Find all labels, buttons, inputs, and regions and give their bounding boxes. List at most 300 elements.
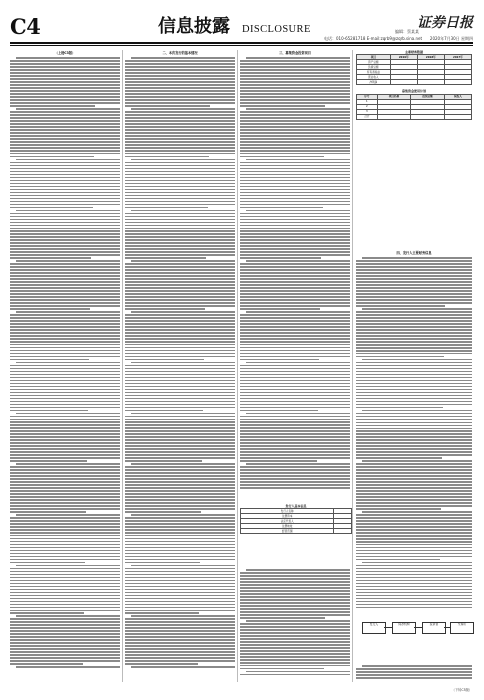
text-line — [10, 395, 120, 397]
table-cell: 经营范围 — [241, 529, 334, 534]
text-line — [240, 168, 350, 170]
text-line — [125, 511, 201, 513]
text-line — [240, 644, 350, 646]
text-line — [10, 233, 120, 235]
table-block-3 — [240, 504, 352, 564]
text-line — [10, 663, 83, 665]
text-line — [240, 186, 350, 188]
text-line — [356, 272, 472, 274]
text-line — [240, 605, 350, 607]
text-line — [240, 641, 350, 643]
text-line — [125, 120, 235, 122]
text-line — [10, 508, 120, 510]
text-line — [240, 383, 350, 385]
text-line — [10, 171, 120, 173]
text-line — [10, 398, 120, 400]
text-line — [10, 445, 120, 447]
text-line — [240, 659, 350, 661]
text-line — [10, 183, 120, 185]
table-header-cell: 拟投入 — [444, 94, 471, 99]
text-line — [240, 398, 350, 400]
text-line — [125, 266, 235, 268]
text-line — [125, 651, 235, 653]
table-cell — [444, 114, 471, 119]
text-line — [10, 320, 120, 322]
column-2-heading: 二、本次发行的基本情况 — [162, 51, 198, 55]
text-line — [10, 248, 120, 250]
text-line — [125, 436, 235, 438]
text-line — [356, 326, 472, 328]
text-line — [125, 225, 235, 227]
text-line — [125, 290, 235, 292]
text-line — [362, 257, 472, 259]
text-line — [125, 93, 235, 95]
text-line — [240, 380, 350, 382]
text-line — [16, 413, 120, 415]
text-line — [240, 424, 350, 426]
text-line — [131, 159, 235, 161]
text-line — [240, 454, 350, 456]
text-line — [10, 577, 120, 579]
text-line — [240, 222, 350, 224]
text-line — [356, 544, 472, 546]
text-line — [10, 141, 120, 143]
text-line — [240, 248, 350, 250]
text-line — [10, 216, 120, 218]
text-line — [125, 374, 235, 376]
text-line — [356, 607, 472, 609]
text-line — [125, 195, 235, 197]
text-line — [10, 102, 120, 104]
text-line — [125, 416, 235, 418]
text-line — [10, 201, 120, 203]
text-line — [356, 517, 472, 519]
text-line — [125, 583, 235, 585]
text-line — [10, 547, 120, 549]
text-line — [356, 380, 472, 382]
column-divider — [352, 50, 353, 682]
text-line — [10, 457, 120, 459]
text-line — [356, 263, 472, 265]
text-line — [240, 105, 325, 107]
text-line — [10, 618, 120, 620]
text-line — [125, 642, 235, 644]
text-line — [125, 192, 235, 194]
text-line — [240, 120, 350, 122]
text-line — [356, 350, 472, 352]
text-line — [10, 165, 120, 167]
text-line — [240, 407, 350, 409]
text-line — [10, 374, 120, 376]
text-line — [240, 266, 350, 268]
text-line — [240, 638, 350, 640]
text-line — [125, 78, 235, 80]
table-cell: 所有者权益 — [357, 70, 391, 75]
text-line — [125, 529, 235, 531]
text-line — [240, 236, 350, 238]
text-line — [125, 568, 235, 570]
text-line — [240, 296, 350, 298]
text-line — [16, 615, 120, 617]
text-line — [356, 559, 440, 561]
text-line — [125, 201, 235, 203]
text-line — [125, 430, 235, 432]
text-line — [125, 302, 235, 304]
text-line — [356, 398, 472, 400]
table-cell: 注册地址 — [241, 524, 334, 529]
text-line — [356, 299, 472, 301]
text-line — [240, 442, 350, 444]
text-line — [10, 257, 91, 259]
text-line — [125, 263, 235, 265]
text-line — [125, 216, 235, 218]
flow-arrow — [414, 627, 422, 628]
text-line — [356, 425, 472, 427]
text-line — [240, 317, 350, 319]
text-line — [10, 520, 120, 522]
text-line — [240, 114, 350, 116]
text-line — [125, 410, 203, 412]
text-line — [240, 326, 350, 328]
text-line — [125, 168, 235, 170]
text-line — [10, 347, 120, 349]
text-line — [240, 225, 350, 227]
text-line — [10, 263, 120, 265]
table-header-cell: 项目 — [357, 55, 391, 60]
table-row — [357, 114, 472, 119]
text-line — [10, 386, 120, 388]
text-line — [125, 63, 235, 65]
text-line — [10, 117, 120, 119]
text-line — [356, 668, 472, 670]
text-line — [125, 329, 235, 331]
text-line — [10, 535, 120, 537]
text-line — [240, 608, 350, 610]
text-line — [240, 192, 350, 194]
text-line — [125, 174, 235, 176]
text-line — [125, 627, 235, 629]
text-line — [125, 69, 235, 71]
text-line — [356, 677, 472, 679]
text-line — [10, 287, 120, 289]
text-column-3-lower — [240, 568, 350, 682]
text-line — [240, 329, 350, 331]
text-line — [240, 263, 350, 265]
text-line — [246, 362, 350, 364]
text-line — [246, 260, 350, 262]
text-line — [10, 314, 120, 316]
text-line — [240, 204, 350, 206]
text-line — [356, 383, 472, 385]
text-line — [10, 410, 88, 412]
column-4-heading: 四、发行人主要财务信息 — [396, 251, 432, 255]
text-line — [125, 610, 235, 612]
text-line — [240, 305, 350, 307]
text-line — [10, 642, 120, 644]
text-line — [131, 108, 235, 110]
text-line — [125, 636, 235, 638]
text-line — [240, 189, 350, 191]
text-line — [125, 454, 235, 456]
text-line — [240, 469, 350, 471]
text-line — [131, 260, 235, 262]
text-line — [240, 581, 350, 583]
text-line — [356, 538, 472, 540]
text-line — [10, 526, 120, 528]
table-header-cell: 2017年 — [444, 55, 471, 60]
text-line — [246, 311, 350, 313]
text-line — [125, 598, 235, 600]
text-line — [10, 293, 120, 295]
text-line — [10, 213, 120, 215]
header-rule-thick — [10, 42, 473, 44]
text-line — [356, 529, 472, 531]
text-line — [125, 401, 235, 403]
newspaper-masthead-logo: 证券日报 — [417, 15, 473, 31]
text-line — [240, 278, 350, 280]
text-line — [240, 475, 350, 477]
text-line — [356, 335, 472, 337]
text-line — [10, 589, 120, 591]
text-line — [240, 117, 350, 119]
text-line — [356, 260, 472, 262]
text-line — [240, 141, 350, 143]
text-line — [240, 245, 350, 247]
text-line — [10, 207, 93, 209]
text-line — [10, 529, 120, 531]
text-line — [10, 598, 120, 600]
text-line — [125, 645, 235, 647]
text-line — [240, 611, 350, 613]
text-line — [240, 75, 350, 77]
text-line — [356, 266, 472, 268]
text-line — [10, 451, 120, 453]
text-line — [125, 228, 235, 230]
table-cell — [334, 529, 352, 534]
text-line — [240, 126, 350, 128]
text-line — [240, 593, 350, 595]
text-line — [240, 81, 350, 83]
text-line — [125, 344, 235, 346]
text-line — [356, 314, 472, 316]
text-line — [10, 93, 120, 95]
text-line — [10, 496, 120, 498]
text-column-1 — [10, 50, 120, 682]
table-cell: 1 — [357, 99, 378, 104]
text-line — [10, 219, 120, 221]
text-line — [10, 595, 120, 597]
table-block-1 — [356, 50, 472, 240]
text-line — [125, 559, 235, 561]
text-line — [362, 562, 472, 564]
text-line — [125, 96, 235, 98]
text-line — [125, 389, 235, 391]
text-line — [240, 656, 350, 658]
text-line — [10, 78, 120, 80]
contact-info: 电话：010-65281718 E-mail:zqrb9@zqrb.sina.net — [324, 36, 423, 41]
text-line — [240, 368, 350, 370]
text-line — [10, 177, 120, 179]
text-line — [10, 424, 120, 426]
text-line — [356, 475, 472, 477]
text-line — [16, 666, 120, 668]
text-line — [240, 314, 350, 316]
text-line — [125, 541, 235, 543]
text-line — [10, 195, 120, 197]
text-line — [16, 210, 120, 212]
text-line — [10, 651, 120, 653]
text-line — [125, 490, 235, 492]
flow-box: 保荐机构 — [392, 622, 416, 634]
text-line — [240, 374, 350, 376]
text-line — [10, 541, 120, 543]
text-line — [356, 344, 472, 346]
table-header-cell: 投资总额 — [411, 94, 445, 99]
text-line — [356, 671, 472, 673]
text-line — [10, 654, 120, 656]
text-line — [125, 75, 235, 77]
text-line — [356, 377, 472, 379]
text-line — [240, 359, 319, 361]
text-line — [10, 612, 84, 614]
text-line — [125, 180, 235, 182]
text-line — [125, 269, 235, 271]
text-line — [125, 663, 198, 665]
text-line — [125, 219, 235, 221]
text-line — [125, 183, 235, 185]
text-line — [356, 356, 444, 358]
text-line — [10, 421, 120, 423]
text-line — [240, 228, 350, 230]
text-line — [125, 102, 235, 104]
text-line — [10, 636, 120, 638]
text-line — [125, 236, 235, 238]
text-line — [356, 448, 472, 450]
text-line — [125, 111, 235, 113]
text-line — [356, 368, 472, 370]
text-line — [16, 159, 120, 161]
text-line — [356, 430, 472, 432]
text-line — [10, 439, 120, 441]
text-line — [125, 421, 235, 423]
text-line — [356, 523, 472, 525]
text-line — [10, 144, 120, 146]
text-line — [240, 338, 350, 340]
text-line — [240, 308, 320, 310]
text-line — [356, 592, 472, 594]
text-line — [240, 421, 350, 423]
text-line — [240, 626, 350, 628]
text-line — [240, 99, 350, 101]
text-line — [10, 407, 120, 409]
text-line — [125, 251, 235, 253]
text-line — [246, 210, 350, 212]
text-line — [125, 592, 235, 594]
text-line — [125, 502, 235, 504]
text-line — [356, 598, 472, 600]
text-line — [125, 126, 235, 128]
text-line — [10, 120, 120, 122]
text-line — [10, 371, 120, 373]
text-line — [125, 341, 235, 343]
text-line — [240, 138, 350, 140]
text-line — [125, 242, 235, 244]
text-line — [356, 323, 472, 325]
text-line — [125, 532, 235, 534]
text-line — [10, 359, 89, 361]
text-line — [356, 571, 472, 573]
text-line — [125, 204, 235, 206]
text-line — [240, 156, 324, 158]
text-line — [356, 502, 472, 504]
text-line — [356, 445, 472, 447]
text-line — [240, 96, 350, 98]
text-line — [125, 177, 235, 179]
text-column-2 — [125, 50, 235, 682]
text-line — [125, 60, 235, 62]
text-line — [125, 284, 235, 286]
text-line — [125, 99, 235, 101]
text-line — [240, 460, 317, 462]
text-line — [125, 162, 235, 164]
text-line — [10, 192, 120, 194]
text-line — [240, 371, 350, 373]
text-line — [125, 586, 235, 588]
table-cell: 发行人名称 — [241, 509, 334, 514]
text-line — [125, 520, 235, 522]
text-line — [240, 395, 350, 397]
text-line — [240, 150, 350, 152]
text-line — [356, 290, 472, 292]
text-line — [240, 439, 350, 441]
text-line — [240, 111, 350, 113]
text-line — [125, 87, 235, 89]
text-line — [125, 213, 235, 215]
text-line — [240, 93, 350, 95]
text-line — [10, 350, 120, 352]
text-line — [131, 514, 235, 516]
text-line — [240, 647, 350, 649]
text-line — [125, 472, 235, 474]
text-line — [125, 523, 235, 525]
text-line — [240, 69, 350, 71]
text-line — [240, 102, 350, 104]
text-line — [240, 251, 350, 253]
text-line — [356, 601, 472, 603]
text-line — [125, 332, 235, 334]
text-line — [125, 493, 235, 495]
text-line — [125, 612, 199, 614]
text-line — [131, 463, 235, 465]
text-line — [240, 254, 350, 256]
text-line — [10, 123, 120, 125]
text-line — [125, 419, 235, 421]
text-line — [240, 341, 350, 343]
text-line — [10, 266, 120, 268]
text-line — [125, 320, 235, 322]
text-line — [240, 650, 350, 652]
text-line — [125, 114, 235, 116]
text-line — [356, 553, 472, 555]
text-line — [10, 290, 120, 292]
text-line — [125, 239, 235, 241]
text-line — [240, 653, 350, 655]
text-line — [125, 475, 235, 477]
column-divider — [122, 50, 123, 682]
text-line — [125, 299, 235, 301]
text-line — [125, 499, 235, 501]
text-line — [10, 230, 120, 232]
